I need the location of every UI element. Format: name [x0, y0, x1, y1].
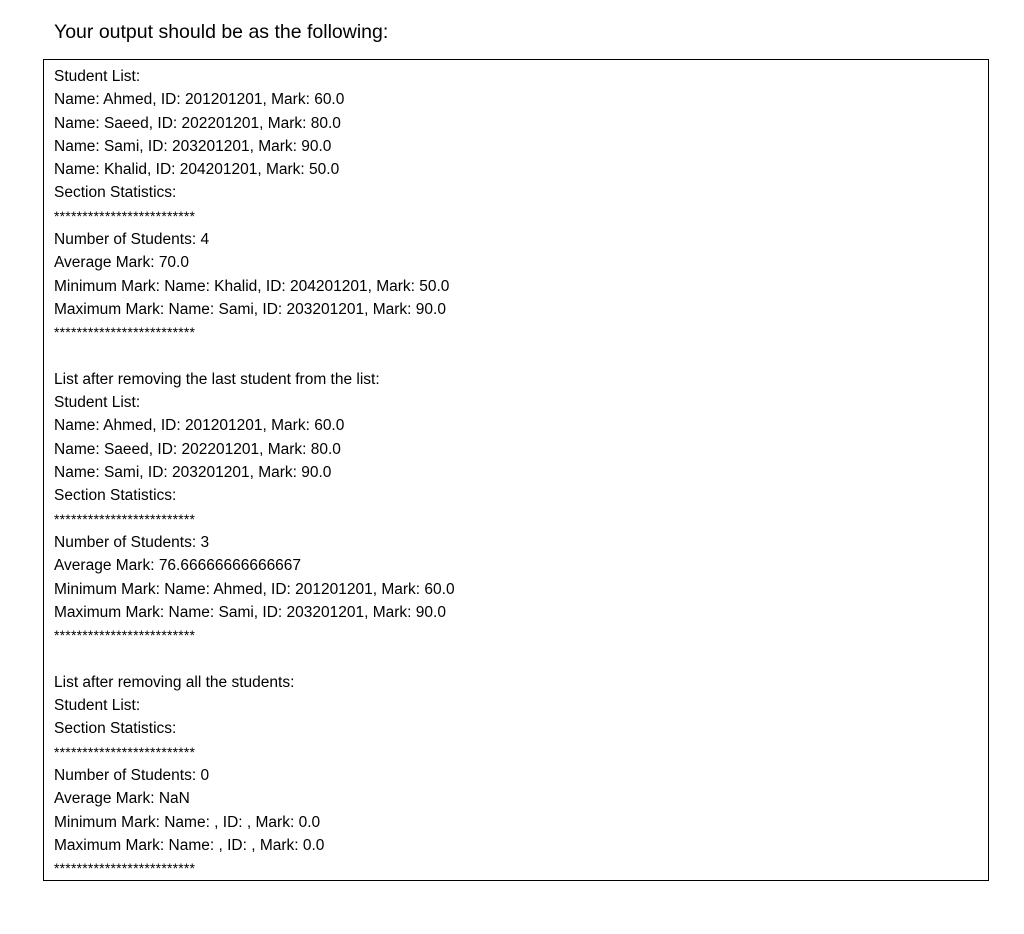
separator-line: *************************	[54, 207, 196, 224]
output-line: Name: Saeed, ID: 202201201, Mark: 80.0	[54, 114, 341, 132]
output-line: Student List:	[54, 697, 141, 715]
blank-line	[54, 647, 455, 670]
output-line: Student List:	[54, 68, 141, 85]
output-line: Name: Khalid, ID: 204201201, Mark: 50.0	[54, 161, 340, 179]
output-line: Section Statistics:	[54, 184, 177, 202]
output-line: Average Mark: NaN	[54, 790, 190, 808]
output-line: Number of Students: 4	[54, 231, 210, 249]
output-lines	[54, 65, 455, 880]
output-line: Maximum Mark: Name: Sami, ID: 203201201, Mark: 90.0	[54, 300, 446, 318]
separator-line: *************************	[54, 743, 196, 760]
output-line: Name: Ahmed, ID: 201201201, Mark: 60.0	[54, 417, 345, 435]
output-line: Maximum Mark: Name: , ID: , Mark: 0.0	[54, 836, 325, 854]
output-line: Average Mark: 70.0	[54, 254, 189, 272]
separator-line: *************************	[54, 627, 196, 644]
output-line: Minimum Mark: Name: Ahmed, ID: 201201201, Mark: 60.0	[54, 580, 455, 598]
output-line: Section Statistics:	[54, 487, 177, 505]
output-line: Name: Saeed, ID: 202201201, Mark: 80.0	[54, 440, 341, 458]
separator-line: *************************	[54, 860, 196, 877]
output-line: Minimum Mark: Name: , ID: , Mark: 0.0	[54, 813, 321, 831]
separator-line: *************************	[54, 510, 196, 527]
output-line: Maximum Mark: Name: Sami, ID: 203201201, Mark: 90.0	[54, 603, 446, 621]
output-line: List after removing all the students:	[54, 673, 295, 691]
output-line: Name: Sami, ID: 203201201, Mark: 90.0	[54, 464, 332, 482]
output-line: Name: Sami, ID: 203201201, Mark: 90.0	[54, 137, 332, 155]
blank-line	[54, 345, 455, 368]
output-line: Minimum Mark: Name: Khalid, ID: 204201201, Mark: 50.0	[54, 277, 450, 295]
output-line: Number of Students: 3	[54, 533, 210, 551]
page-heading: Your output should be as the following:	[54, 21, 389, 43]
output-line: Name: Ahmed, ID: 201201201, Mark: 60.0	[54, 91, 345, 109]
output-line: Number of Students: 0	[54, 766, 210, 784]
output-box	[43, 59, 989, 881]
output-line: Student List:	[54, 394, 141, 412]
output-line: Section Statistics:	[54, 720, 177, 738]
output-line: List after removing the last student from the list:	[54, 370, 380, 388]
output-line: Average Mark: 76.66666666666667	[54, 557, 302, 575]
separator-line: *************************	[54, 324, 196, 341]
